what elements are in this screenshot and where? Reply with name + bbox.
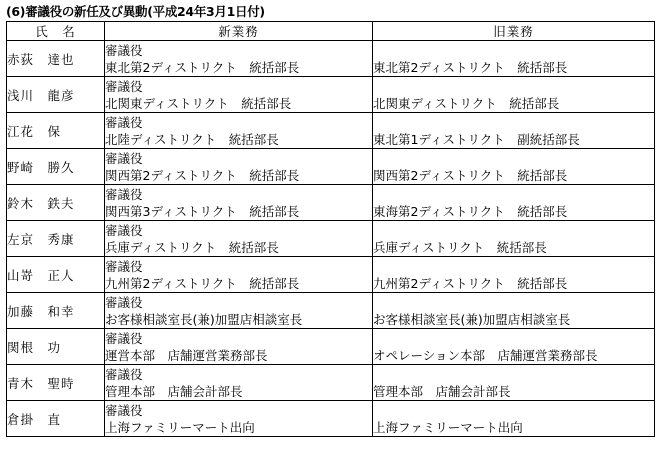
person-name: 山嵜 正人 [7, 257, 105, 293]
personnel-table [6, 21, 655, 437]
new-position-role: 審議役 [105, 402, 143, 418]
new-position-role: 審議役 [105, 42, 143, 58]
section-title: (6)審議役の新任及び異動(平成24年3月1日付) [6, 4, 265, 19]
old-position-title: 東海第2ディストリクト 統括部長 [373, 203, 568, 219]
person-name: 関根 功 [7, 329, 105, 365]
old-position-title: 北関東ディストリクト 統括部長 [373, 95, 560, 111]
new-position-cell [105, 149, 373, 185]
old-position-cell [373, 257, 655, 293]
old-position-cell [373, 365, 655, 401]
new-position-title: 北陸ディストリクト 統括部長 [105, 131, 279, 147]
old-position-title: 九州第2ディストリクト 統括部長 [373, 275, 568, 291]
new-position-title: 関西第2ディストリクト 統括部長 [105, 167, 300, 183]
header-name: 氏 名 [7, 22, 105, 41]
new-position-role: 審議役 [105, 186, 143, 202]
new-position-cell [105, 329, 373, 365]
table-row [7, 113, 655, 149]
new-position-cell [105, 221, 373, 257]
new-position-cell [105, 401, 373, 437]
table-row [7, 257, 655, 293]
old-position-title: お客様相談室長(兼)加盟店相談室長 [373, 311, 571, 327]
person-name: 加藤 和幸 [7, 293, 105, 329]
old-position-title: 上海ファミリーマート出向 [373, 419, 523, 435]
old-position-cell [373, 401, 655, 437]
new-position-title: 上海ファミリーマート出向 [105, 419, 255, 435]
new-position-title: 北関東ディストリクト 統括部長 [105, 95, 292, 111]
table-header-row [7, 22, 655, 41]
new-position-role: 審議役 [105, 366, 143, 382]
new-position-title: 運営本部 店舗運営業務部長 [105, 347, 268, 363]
table-row [7, 293, 655, 329]
old-position-cell [373, 293, 655, 329]
table-row [7, 41, 655, 77]
old-position-cell [373, 113, 655, 149]
new-position-cell [105, 293, 373, 329]
old-position-title: 関西第2ディストリクト 統括部長 [373, 167, 568, 183]
old-position-cell [373, 221, 655, 257]
new-position-role: 審議役 [105, 222, 143, 238]
person-name: 野崎 勝久 [7, 149, 105, 185]
table-row [7, 365, 655, 401]
new-position-role: 審議役 [105, 78, 143, 94]
old-position-title: 東北第1ディストリクト 副統括部長 [373, 131, 580, 147]
old-position-cell [373, 185, 655, 221]
person-name: 浅川 龍彦 [7, 77, 105, 113]
header-old-position: 旧業務 [373, 22, 655, 41]
new-position-cell [105, 365, 373, 401]
new-position-role: 審議役 [105, 294, 143, 310]
person-name: 倉掛 直 [7, 401, 105, 437]
new-position-title: 東北第2ディストリクト 統括部長 [105, 59, 300, 75]
new-position-title: 管理本部 店舗会計部長 [105, 383, 243, 399]
old-position-title: 東北第2ディストリクト 統括部長 [373, 59, 568, 75]
new-position-role: 審議役 [105, 330, 143, 346]
new-position-title: 兵庫ディストリクト 統括部長 [105, 239, 279, 255]
new-position-role: 審議役 [105, 258, 143, 274]
person-name: 左京 秀康 [7, 221, 105, 257]
old-position-title: 兵庫ディストリクト 統括部長 [373, 239, 547, 255]
person-name: 青木 聖時 [7, 365, 105, 401]
old-position-cell [373, 149, 655, 185]
header-new-position: 新業務 [105, 22, 373, 41]
table-row [7, 221, 655, 257]
new-position-cell [105, 77, 373, 113]
table-row [7, 149, 655, 185]
person-name: 江花 保 [7, 113, 105, 149]
new-position-role: 審議役 [105, 114, 143, 130]
old-position-cell [373, 41, 655, 77]
table-row [7, 329, 655, 365]
new-position-cell [105, 257, 373, 293]
new-position-cell [105, 41, 373, 77]
new-position-title: 九州第2ディストリクト 統括部長 [105, 275, 300, 291]
table-row [7, 401, 655, 437]
new-position-role: 審議役 [105, 150, 143, 166]
new-position-title: 関西第3ディストリクト 統括部長 [105, 203, 300, 219]
person-name: 赤荻 達也 [7, 41, 105, 77]
person-name: 鈴木 鉄夫 [7, 185, 105, 221]
table-row [7, 185, 655, 221]
new-position-title: お客様相談室長(兼)加盟店相談室長 [105, 311, 303, 327]
new-position-cell [105, 185, 373, 221]
table-row [7, 77, 655, 113]
old-position-title: 管理本部 店舗会計部長 [373, 383, 511, 399]
old-position-cell [373, 329, 655, 365]
old-position-title: オペレーション本部 店舗運営業務部長 [373, 347, 598, 363]
old-position-cell [373, 77, 655, 113]
new-position-cell [105, 113, 373, 149]
